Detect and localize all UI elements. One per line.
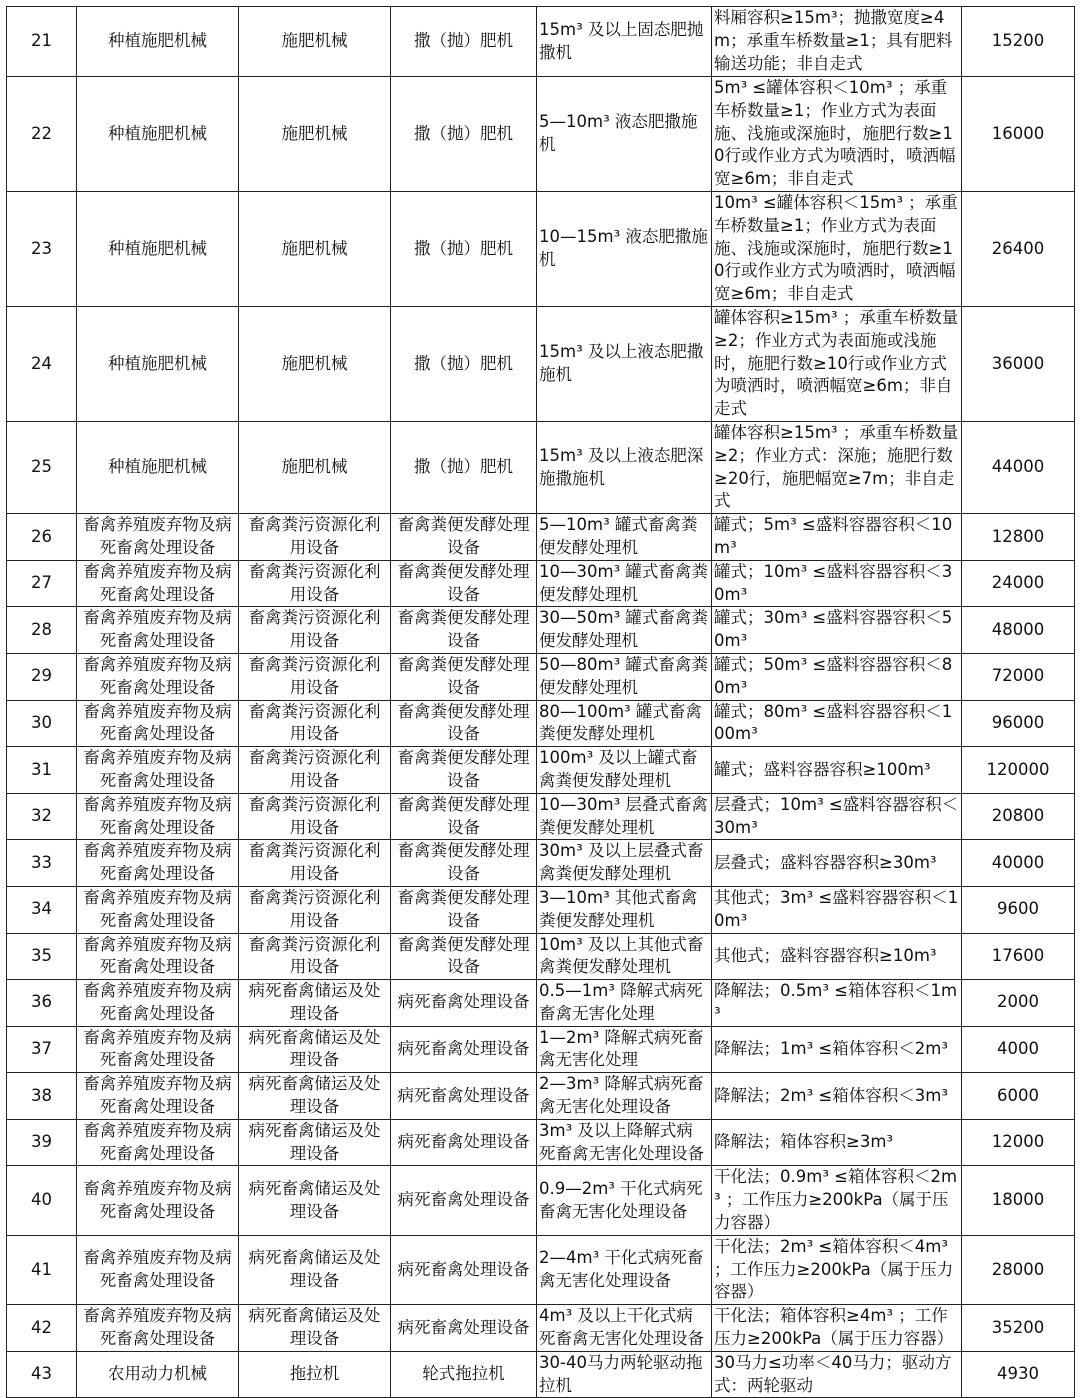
subcategory-cell: 畜禽粪污资源化利用设备 — [239, 747, 391, 794]
row-number-cell: 30 — [7, 700, 77, 747]
table-row — [7, 77, 1075, 192]
category-cell: 畜禽养殖废弃物及病死畜禽处理设备 — [77, 1235, 239, 1304]
category-cell: 畜禽养殖废弃物及病死畜禽处理设备 — [77, 747, 239, 794]
subsidy-amount-cell: 4000 — [962, 1026, 1075, 1073]
subcategory-cell: 病死畜禽储运及处理设备 — [239, 1026, 391, 1073]
row-number-cell: 31 — [7, 747, 77, 794]
category-cell: 畜禽养殖废弃物及病死畜禽处理设备 — [77, 933, 239, 980]
subcategory-cell: 病死畜禽储运及处理设备 — [239, 1119, 391, 1166]
spec-cell: 层叠式；盛料容器容积≥30m³ — [712, 840, 962, 887]
table-row — [7, 192, 1075, 307]
subsidy-amount-cell: 4930 — [962, 1351, 1075, 1398]
machine-grade-cell: 3—10m³ 其他式畜禽粪便发酵处理机 — [537, 886, 712, 933]
item-type-cell: 撒（抛）肥机 — [391, 7, 537, 77]
spec-cell: 30马力≤功率＜40马力；驱动方式：两轮驱动 — [712, 1351, 962, 1398]
table-row — [7, 980, 1075, 1027]
subsidy-amount-cell: 17600 — [962, 933, 1075, 980]
table-body — [7, 7, 1075, 1398]
subcategory-cell: 畜禽粪污资源化利用设备 — [239, 653, 391, 700]
subsidy-amount-cell: 120000 — [962, 747, 1075, 794]
machine-grade-cell: 10—15m³ 液态肥撒施机 — [537, 192, 712, 307]
item-type-cell: 畜禽粪便发酵处理设备 — [391, 886, 537, 933]
spec-cell: 层叠式；10m³ ≤盛料容器容积＜30m³ — [712, 793, 962, 840]
row-number-cell: 25 — [7, 421, 77, 513]
machine-grade-cell: 10—30m³ 层叠式畜禽粪便发酵处理机 — [537, 793, 712, 840]
row-number-cell: 37 — [7, 1026, 77, 1073]
machine-grade-cell: 30—50m³ 罐式畜禽粪便发酵处理机 — [537, 607, 712, 654]
row-number-cell: 29 — [7, 653, 77, 700]
machine-grade-cell: 15m³ 及以上液态肥深施撒施机 — [537, 421, 712, 513]
table-row — [7, 1235, 1075, 1304]
subsidy-amount-cell: 48000 — [962, 607, 1075, 654]
row-number-cell: 26 — [7, 514, 77, 561]
subsidy-amount-cell: 35200 — [962, 1305, 1075, 1352]
category-cell: 畜禽养殖废弃物及病死畜禽处理设备 — [77, 514, 239, 561]
spec-cell: 降解法；1m³ ≤箱体容积＜2m³ — [712, 1026, 962, 1073]
item-type-cell: 畜禽粪便发酵处理设备 — [391, 514, 537, 561]
subsidy-amount-cell: 2000 — [962, 980, 1075, 1027]
machine-grade-cell: 2—4m³ 干化式病死畜禽无害化处理设备 — [537, 1235, 712, 1304]
machine-grade-cell: 2—3m³ 降解式病死畜禽无害化处理设备 — [537, 1073, 712, 1120]
subcategory-cell: 畜禽粪污资源化利用设备 — [239, 840, 391, 887]
row-number-cell: 36 — [7, 980, 77, 1027]
row-number-cell: 35 — [7, 933, 77, 980]
row-number-cell: 32 — [7, 793, 77, 840]
subcategory-cell: 畜禽粪污资源化利用设备 — [239, 560, 391, 607]
item-type-cell: 轮式拖拉机 — [391, 1351, 537, 1398]
category-cell: 畜禽养殖废弃物及病死畜禽处理设备 — [77, 886, 239, 933]
subsidy-amount-cell: 20800 — [962, 793, 1075, 840]
category-cell: 畜禽养殖废弃物及病死畜禽处理设备 — [77, 1119, 239, 1166]
row-number-cell: 34 — [7, 886, 77, 933]
spec-cell: 料厢容积≥15m³；抛撒宽度≥4m；承重车桥数量≥1；具有肥料输送功能；非自走式 — [712, 7, 962, 77]
subcategory-cell: 畜禽粪污资源化利用设备 — [239, 886, 391, 933]
row-number-cell: 27 — [7, 560, 77, 607]
table-row — [7, 1351, 1075, 1398]
spec-cell: 降解法；2m³ ≤箱体容积＜3m³ — [712, 1073, 962, 1120]
subsidy-amount-cell: 28000 — [962, 1235, 1075, 1304]
spec-cell: 其他式；3m³ ≤盛料容器容积＜10m³ — [712, 886, 962, 933]
table-row — [7, 1305, 1075, 1352]
subsidy-amount-cell: 12800 — [962, 514, 1075, 561]
table-row — [7, 1119, 1075, 1166]
table-row — [7, 421, 1075, 513]
item-type-cell: 病死畜禽处理设备 — [391, 1166, 537, 1235]
subcategory-cell: 病死畜禽储运及处理设备 — [239, 1166, 391, 1235]
row-number-cell: 21 — [7, 7, 77, 77]
category-cell: 畜禽养殖废弃物及病死畜禽处理设备 — [77, 1305, 239, 1352]
table-row — [7, 747, 1075, 794]
machine-grade-cell: 10—30m³ 罐式畜禽粪便发酵处理机 — [537, 560, 712, 607]
subsidy-amount-cell: 9600 — [962, 886, 1075, 933]
subsidy-amount-cell: 72000 — [962, 653, 1075, 700]
subsidy-amount-cell: 15200 — [962, 7, 1075, 77]
subcategory-cell: 施肥机械 — [239, 77, 391, 192]
subcategory-cell: 病死畜禽储运及处理设备 — [239, 1073, 391, 1120]
row-number-cell: 22 — [7, 77, 77, 192]
item-type-cell: 畜禽粪便发酵处理设备 — [391, 560, 537, 607]
spec-cell: 罐式；10m³ ≤盛料容器容积＜30m³ — [712, 560, 962, 607]
subsidy-amount-cell: 40000 — [962, 840, 1075, 887]
category-cell: 种植施肥机械 — [77, 192, 239, 307]
machine-grade-cell: 15m³ 及以上液态肥撒施机 — [537, 306, 712, 421]
category-cell: 畜禽养殖废弃物及病死畜禽处理设备 — [77, 980, 239, 1027]
row-number-cell: 40 — [7, 1166, 77, 1235]
item-type-cell: 畜禽粪便发酵处理设备 — [391, 653, 537, 700]
subcategory-cell: 施肥机械 — [239, 192, 391, 307]
subcategory-cell: 施肥机械 — [239, 7, 391, 77]
spec-cell: 罐体容积≥15m³ ；承重车桥数量≥2；作业方式为表面施或浅施时，施肥行数≥10行或作业方式为喷洒时，喷洒幅宽≥6m；非自走式 — [712, 306, 962, 421]
spec-cell: 罐式；80m³ ≤盛料容器容积＜100m³ — [712, 700, 962, 747]
subcategory-cell: 病死畜禽储运及处理设备 — [239, 1235, 391, 1304]
machine-grade-cell: 80—100m³ 罐式畜禽粪便发酵处理机 — [537, 700, 712, 747]
table-row — [7, 700, 1075, 747]
item-type-cell: 病死畜禽处理设备 — [391, 980, 537, 1027]
category-cell: 畜禽养殖废弃物及病死畜禽处理设备 — [77, 700, 239, 747]
table-row — [7, 7, 1075, 77]
machine-grade-cell: 0.5—1m³ 降解式病死畜禽无害化处理 — [537, 980, 712, 1027]
item-type-cell: 畜禽粪便发酵处理设备 — [391, 793, 537, 840]
spec-cell: 降解法；箱体容积≥3m³ — [712, 1119, 962, 1166]
machine-grade-cell: 30m³ 及以上层叠式畜禽粪便发酵处理机 — [537, 840, 712, 887]
machine-grade-cell: 0.9—2m³ 干化式病死畜禽无害化处理设备 — [537, 1166, 712, 1235]
subcategory-cell: 施肥机械 — [239, 421, 391, 513]
subcategory-cell: 畜禽粪污资源化利用设备 — [239, 607, 391, 654]
table-row — [7, 514, 1075, 561]
item-type-cell: 病死畜禽处理设备 — [391, 1026, 537, 1073]
subsidy-price-table — [6, 6, 1075, 1398]
spec-cell: 罐式；50m³ ≤盛料容器容积＜80m³ — [712, 653, 962, 700]
machine-grade-cell: 100m³ 及以上罐式畜禽粪便发酵处理机 — [537, 747, 712, 794]
item-type-cell: 病死畜禽处理设备 — [391, 1073, 537, 1120]
subsidy-amount-cell: 6000 — [962, 1073, 1075, 1120]
row-number-cell: 24 — [7, 306, 77, 421]
category-cell: 种植施肥机械 — [77, 306, 239, 421]
subsidy-amount-cell: 26400 — [962, 192, 1075, 307]
subcategory-cell: 畜禽粪污资源化利用设备 — [239, 700, 391, 747]
table-row — [7, 1073, 1075, 1120]
item-type-cell: 撒（抛）肥机 — [391, 192, 537, 307]
machine-grade-cell: 30-40马力两轮驱动拖拉机 — [537, 1351, 712, 1398]
machine-grade-cell: 50—80m³ 罐式畜禽粪便发酵处理机 — [537, 653, 712, 700]
table-row — [7, 933, 1075, 980]
category-cell: 畜禽养殖废弃物及病死畜禽处理设备 — [77, 560, 239, 607]
category-cell: 种植施肥机械 — [77, 77, 239, 192]
category-cell: 畜禽养殖废弃物及病死畜禽处理设备 — [77, 1166, 239, 1235]
subcategory-cell: 施肥机械 — [239, 306, 391, 421]
row-number-cell: 23 — [7, 192, 77, 307]
category-cell: 农用动力机械 — [77, 1351, 239, 1398]
table-row — [7, 306, 1075, 421]
subcategory-cell: 拖拉机 — [239, 1351, 391, 1398]
row-number-cell: 38 — [7, 1073, 77, 1120]
row-number-cell: 42 — [7, 1305, 77, 1352]
spec-cell: 干化法；0.9m³ ≤箱体容积＜2m³ ；工作压力≥200kPa（属于压力容器） — [712, 1166, 962, 1235]
category-cell: 畜禽养殖废弃物及病死畜禽处理设备 — [77, 1026, 239, 1073]
table-row — [7, 1026, 1075, 1073]
item-type-cell: 病死畜禽处理设备 — [391, 1305, 537, 1352]
row-number-cell: 39 — [7, 1119, 77, 1166]
subcategory-cell: 病死畜禽储运及处理设备 — [239, 980, 391, 1027]
item-type-cell: 畜禽粪便发酵处理设备 — [391, 607, 537, 654]
spec-cell: 干化法；2m³ ≤箱体容积＜4m³ ；工作压力≥200kPa（属于压力容器） — [712, 1235, 962, 1304]
table-row — [7, 1166, 1075, 1235]
machine-grade-cell: 1—2m³ 降解式病死畜禽无害化处理 — [537, 1026, 712, 1073]
category-cell: 种植施肥机械 — [77, 7, 239, 77]
item-type-cell: 病死畜禽处理设备 — [391, 1235, 537, 1304]
item-type-cell: 畜禽粪便发酵处理设备 — [391, 840, 537, 887]
item-type-cell: 畜禽粪便发酵处理设备 — [391, 747, 537, 794]
category-cell: 畜禽养殖废弃物及病死畜禽处理设备 — [77, 653, 239, 700]
item-type-cell: 撒（抛）肥机 — [391, 77, 537, 192]
machine-grade-cell: 10m³ 及以上其他式畜禽粪便发酵处理机 — [537, 933, 712, 980]
subcategory-cell: 病死畜禽储运及处理设备 — [239, 1305, 391, 1352]
table-row — [7, 607, 1075, 654]
row-number-cell: 43 — [7, 1351, 77, 1398]
subcategory-cell: 畜禽粪污资源化利用设备 — [239, 933, 391, 980]
row-number-cell: 28 — [7, 607, 77, 654]
spec-cell: 罐式；5m³ ≤盛料容器容积＜10m³ — [712, 514, 962, 561]
item-type-cell: 畜禽粪便发酵处理设备 — [391, 933, 537, 980]
subsidy-amount-cell: 24000 — [962, 560, 1075, 607]
spec-cell: 5m³ ≤罐体容积＜10m³ ；承重车桥数量≥1；作业方式为表面施、浅施或深施时，施肥行数≥10行或作业方式为喷洒时，喷洒幅宽≥6m；非自走式 — [712, 77, 962, 192]
spec-cell: 干化法；箱体容积≥4m³ ；工作压力≥200kPa（属于压力容器） — [712, 1305, 962, 1352]
subcategory-cell: 畜禽粪污资源化利用设备 — [239, 514, 391, 561]
category-cell: 畜禽养殖废弃物及病死畜禽处理设备 — [77, 607, 239, 654]
spec-cell: 罐体容积≥15m³ ；承重车桥数量≥2；作业方式：深施；施肥行数≥20行，施肥幅宽≥7m；非自走式 — [712, 421, 962, 513]
machine-grade-cell: 5—10m³ 液态肥撒施机 — [537, 77, 712, 192]
table-row — [7, 653, 1075, 700]
category-cell: 种植施肥机械 — [77, 421, 239, 513]
spec-cell: 罐式；盛料容器容积≥100m³ — [712, 747, 962, 794]
category-cell: 畜禽养殖废弃物及病死畜禽处理设备 — [77, 1073, 239, 1120]
subsidy-amount-cell: 18000 — [962, 1166, 1075, 1235]
subcategory-cell: 畜禽粪污资源化利用设备 — [239, 793, 391, 840]
row-number-cell: 33 — [7, 840, 77, 887]
item-type-cell: 病死畜禽处理设备 — [391, 1119, 537, 1166]
spec-cell: 其他式；盛料容器容积≥10m³ — [712, 933, 962, 980]
spec-cell: 罐式；30m³ ≤盛料容器容积＜50m³ — [712, 607, 962, 654]
table-row — [7, 793, 1075, 840]
table-row — [7, 560, 1075, 607]
subsidy-amount-cell: 36000 — [962, 306, 1075, 421]
category-cell: 畜禽养殖废弃物及病死畜禽处理设备 — [77, 840, 239, 887]
machine-grade-cell: 3m³ 及以上降解式病死畜禽无害化处理设备 — [537, 1119, 712, 1166]
category-cell: 畜禽养殖废弃物及病死畜禽处理设备 — [77, 793, 239, 840]
spec-cell: 降解法；0.5m³ ≤箱体容积＜1m³ — [712, 980, 962, 1027]
subsidy-amount-cell: 12000 — [962, 1119, 1075, 1166]
row-number-cell: 41 — [7, 1235, 77, 1304]
machine-grade-cell: 15m³ 及以上固态肥抛撒机 — [537, 7, 712, 77]
item-type-cell: 撒（抛）肥机 — [391, 421, 537, 513]
subsidy-amount-cell: 96000 — [962, 700, 1075, 747]
subsidy-amount-cell: 44000 — [962, 421, 1075, 513]
item-type-cell: 撒（抛）肥机 — [391, 306, 537, 421]
table-row — [7, 886, 1075, 933]
machine-grade-cell: 5—10m³ 罐式畜禽粪便发酵处理机 — [537, 514, 712, 561]
table-row — [7, 840, 1075, 887]
spec-cell: 10m³ ≤罐体容积＜15m³ ；承重车桥数量≥1；作业方式为表面施、浅施或深施时，施肥行数≥10行或作业方式为喷洒时，喷洒幅宽≥6m；非自走式 — [712, 192, 962, 307]
item-type-cell: 畜禽粪便发酵处理设备 — [391, 700, 537, 747]
subsidy-amount-cell: 16000 — [962, 77, 1075, 192]
machine-grade-cell: 4m³ 及以上干化式病死畜禽无害化处理设备 — [537, 1305, 712, 1352]
